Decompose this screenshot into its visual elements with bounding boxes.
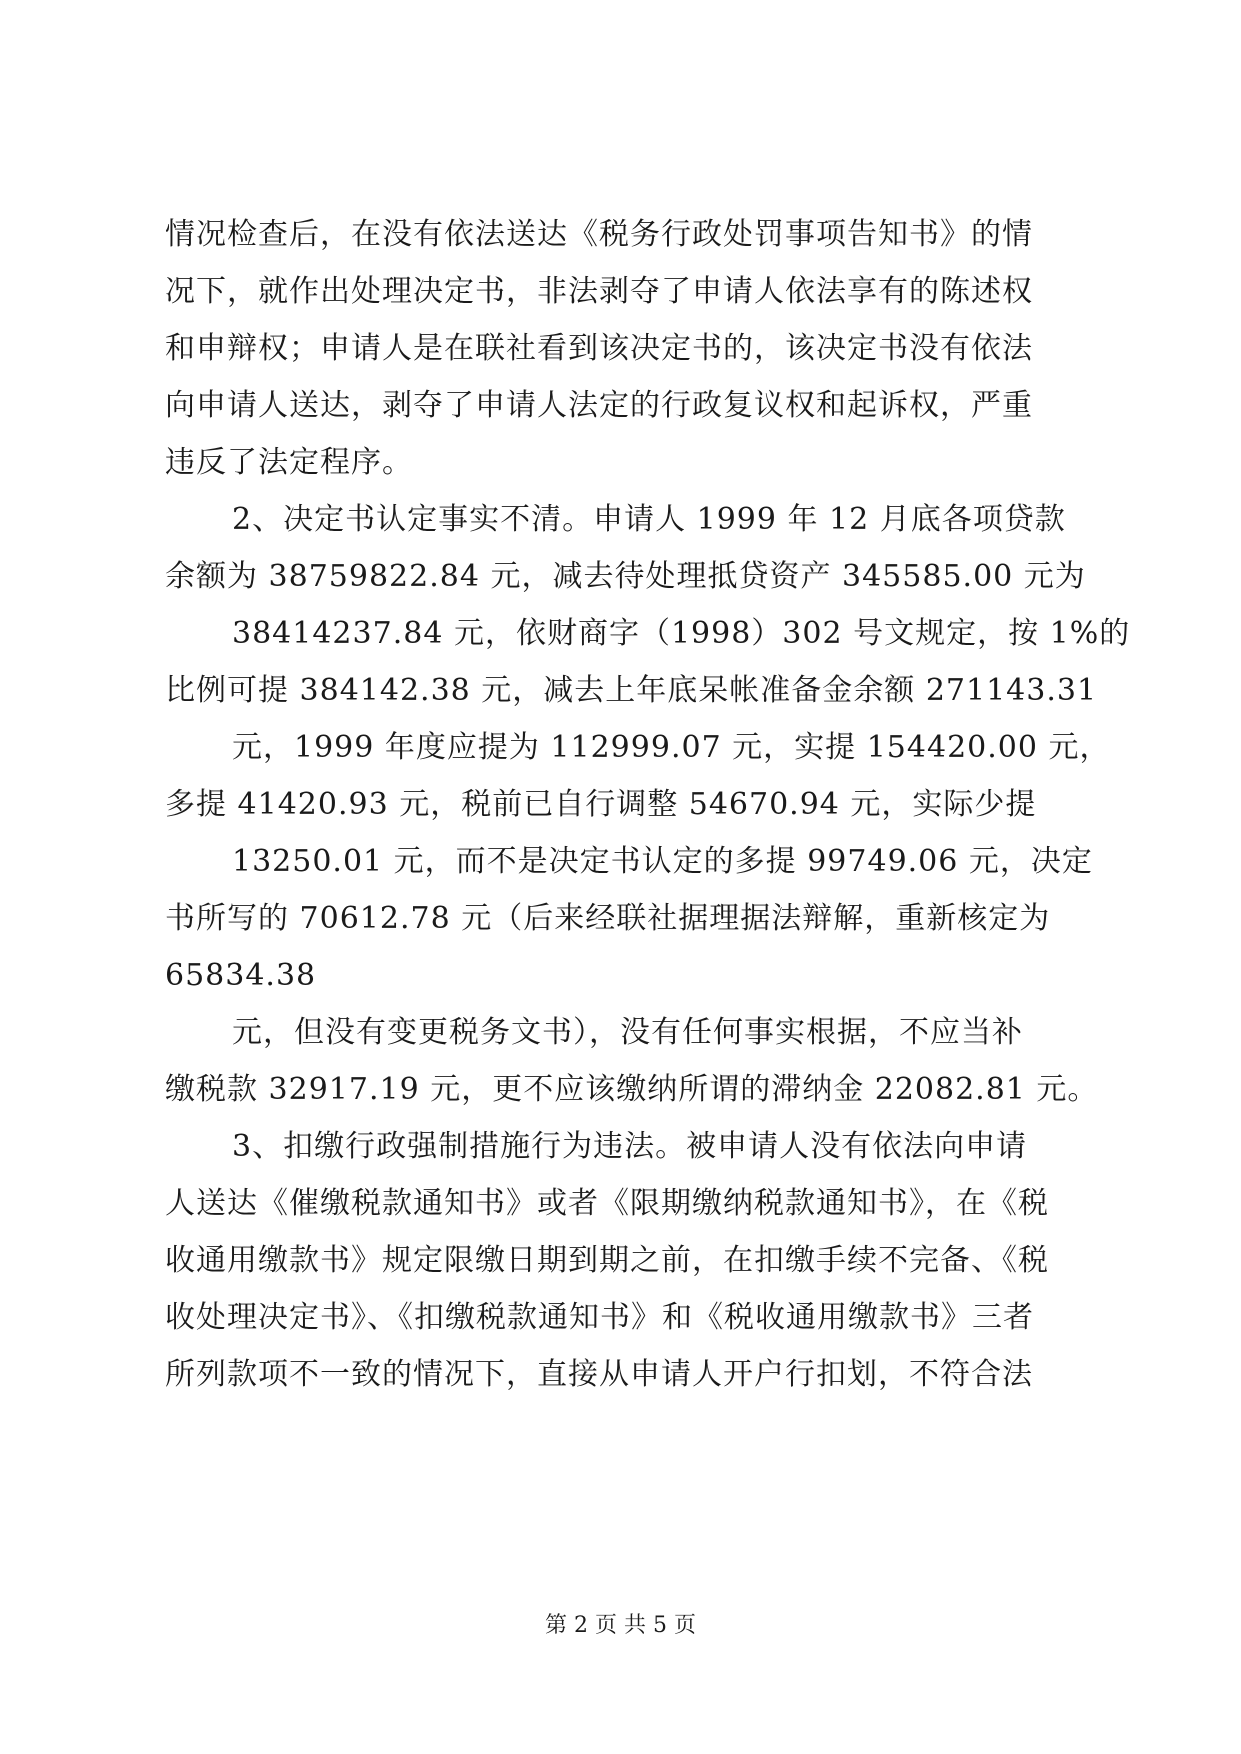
- text-line: 所列款项不一致的情况下，直接从申请人开户行扣划，不符合法: [165, 1357, 1033, 1392]
- text-line: 情况检查后，在没有依法送达《税务行政处罚事项告知书》的情: [165, 217, 1033, 252]
- text-line: 2、决定书认定事实不清。申请人 1999 年 12 月底各项贷款: [232, 502, 1066, 537]
- text-line: 13250.01 元，而不是决定书认定的多提 99749.06 元，决定: [232, 844, 1093, 879]
- text-line: 和申辩权；申请人是在联社看到该决定书的，该决定书没有依法: [165, 331, 1033, 366]
- text-line: 收处理决定书》、《扣缴税款通知书》和《税收通用缴款书》三者: [165, 1300, 1034, 1335]
- text-line: 元，1999 年度应提为 112999.07 元，实提 154420.00 元，: [232, 730, 1111, 765]
- text-line: 38414237.84 元，依财商字（1998）302 号文规定，按 1%的: [232, 616, 1131, 651]
- text-line: 余额为 38759822.84 元，减去待处理抵贷资产 345585.00 元为: [165, 559, 1086, 594]
- text-line: 元，但没有变更税务文书），没有任何事实根据，不应当补: [232, 1015, 1023, 1050]
- text-line: 人送达《催缴税款通知书》或者《限期缴纳税款通知书》，在《税: [165, 1186, 1049, 1221]
- text-line: 比例可提 384142.38 元，减去上年底呆帐准备金余额 271143.31: [165, 673, 1098, 708]
- text-line: 收通用缴款书》规定限缴日期到期之前，在扣缴手续不完备、《税: [165, 1243, 1049, 1278]
- page-footer: 第 2 页 共 5 页: [545, 1613, 696, 1638]
- text-line: 3、扣缴行政强制措施行为违法。被申请人没有依法向申请: [232, 1129, 1028, 1164]
- text-line: 65834.38: [165, 958, 317, 993]
- text-line: 书所写的 70612.78 元（后来经联社据理据法辩解，重新核定为: [165, 901, 1051, 936]
- text-line: 向申请人送达，剥夺了申请人法定的行政复议权和起诉权，严重: [165, 388, 1033, 423]
- text-line: 况下，就作出处理决定书，非法剥夺了申请人依法享有的陈述权: [165, 274, 1033, 309]
- text-line: 多提 41420.93 元，税前已自行调整 54670.94 元，实际少提: [165, 787, 1037, 822]
- text-line: 缴税款 32917.19 元，更不应该缴纳所谓的滞纳金 22082.81 元。: [165, 1072, 1099, 1107]
- text-line: 违反了法定程序。: [165, 445, 413, 480]
